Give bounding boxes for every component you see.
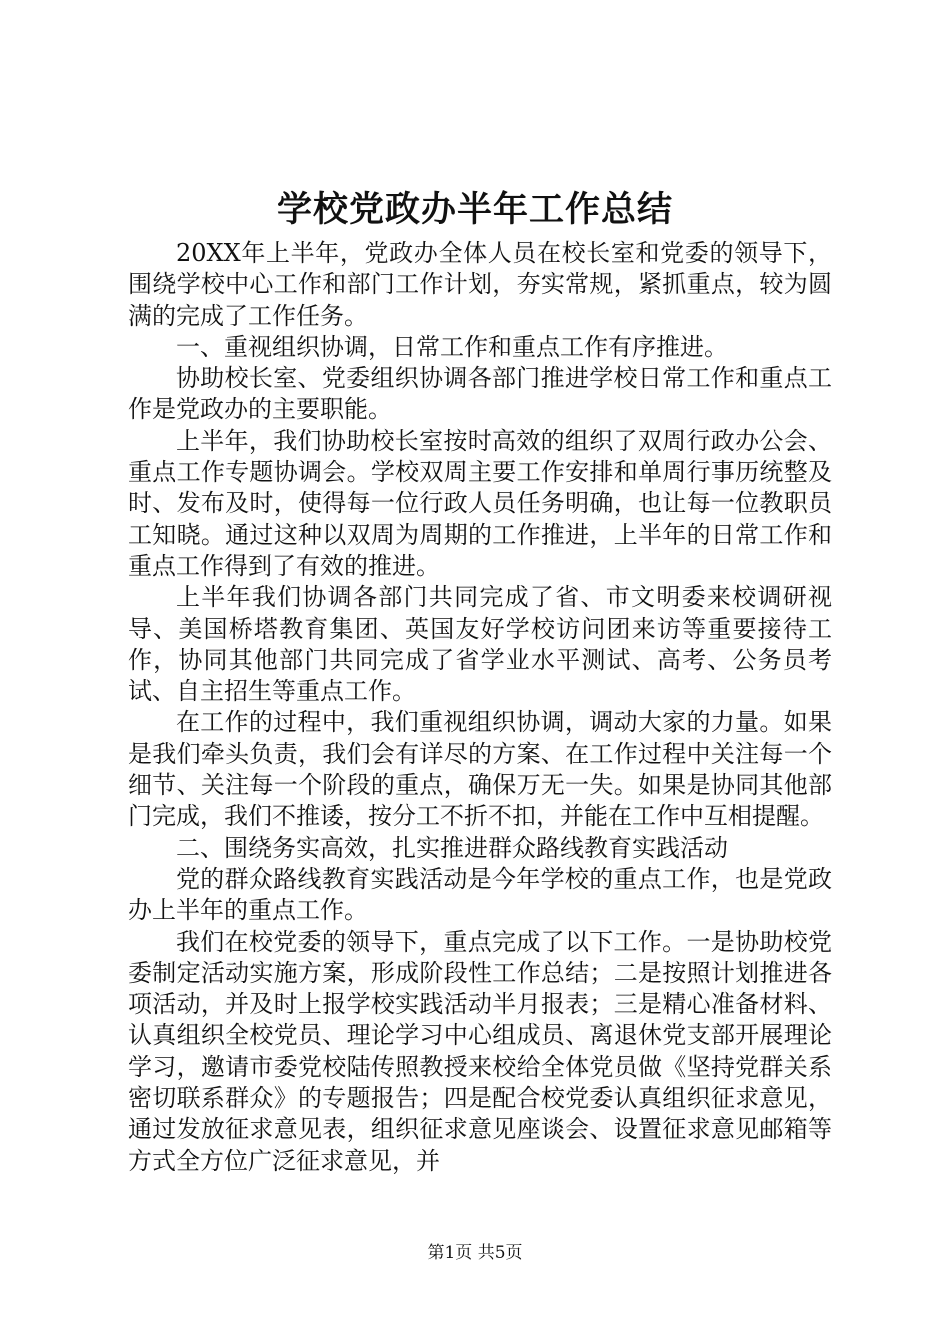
paragraph: 协助校长室、党委组织协调各部门推进学校日常工作和重点工作是党政办的主要职能。 [128,364,832,424]
page-number-footer: 第1页 共5页 [427,1243,523,1263]
document-body [128,238,832,1177]
paragraph: 我们在校党委的领导下，重点完成了以下工作。一是协助校党委制定活动实施方案，形成阶段性工作总结；二是按照计划推进各项活动，并及时上报学校实践活动半月报表；三是精心准备材料、认真组织全校党员、理论学习中心组成员、离退休党支部开展理论学习，邀请市委党校陆传照教授来校给全体党员做《坚持党群关系密切联系群众》的专题报告；四是配合校党委认真组织征求意见，通过发放征求意见表，组织征求意见座谈会、设置征求意见邮箱等方式全方位广泛征求意见，并 [128,927,832,1175]
paragraph: 党的群众路线教育实践活动是今年学校的重点工作，也是党政办上半年的重点工作。 [128,864,832,925]
paragraph: 上半年我们协调各部门共同完成了省、市文明委来校调研视导、美国桥塔教育集团、英国友好学校访问团来访等重要接待工作，协同其他部门共同完成了省学业水平测试、高考、公务员考试、自主招生等重点工作。 [128,583,832,706]
section-heading-1: 一、重视组织协调，日常工作和重点工作有序推进。 [176,332,728,361]
paragraph-intro: 20XX年上半年，党政办全体人员在校长室和党委的领导下，围绕学校中心工作和部门工作计划，夯实常规，紧抓重点，较为圆满的完成了工作任务。 [128,239,832,330]
paragraph: 在工作的过程中，我们重视组织协调，调动大家的力量。如果是我们牵头负责，我们会有详尽的方案、在工作过程中关注每一个细节、关注每一个阶段的重点，确保万无一失。如果是协同其他部门完成，我们不推诿，按分工不折不扣，并能在工作中互相提醒。 [128,708,832,831]
section-heading-2: 二、围绕务实高效，扎实推进群众路线教育实践活动 [176,833,728,862]
document-title: 学校党政办半年工作总结 [276,189,673,230]
paragraph: 上半年，我们协助校长室按时高效的组织了双周行政办公会、重点工作专题协调会。学校双周主要工作安排和单周行事历统整及时、发布及时，使得每一位行政人员任务明确，也让每一位教职员工知晓。通过这种以双周为周期的工作推进，上半年的日常工作和重点工作得到了有效的推进。 [128,426,832,580]
